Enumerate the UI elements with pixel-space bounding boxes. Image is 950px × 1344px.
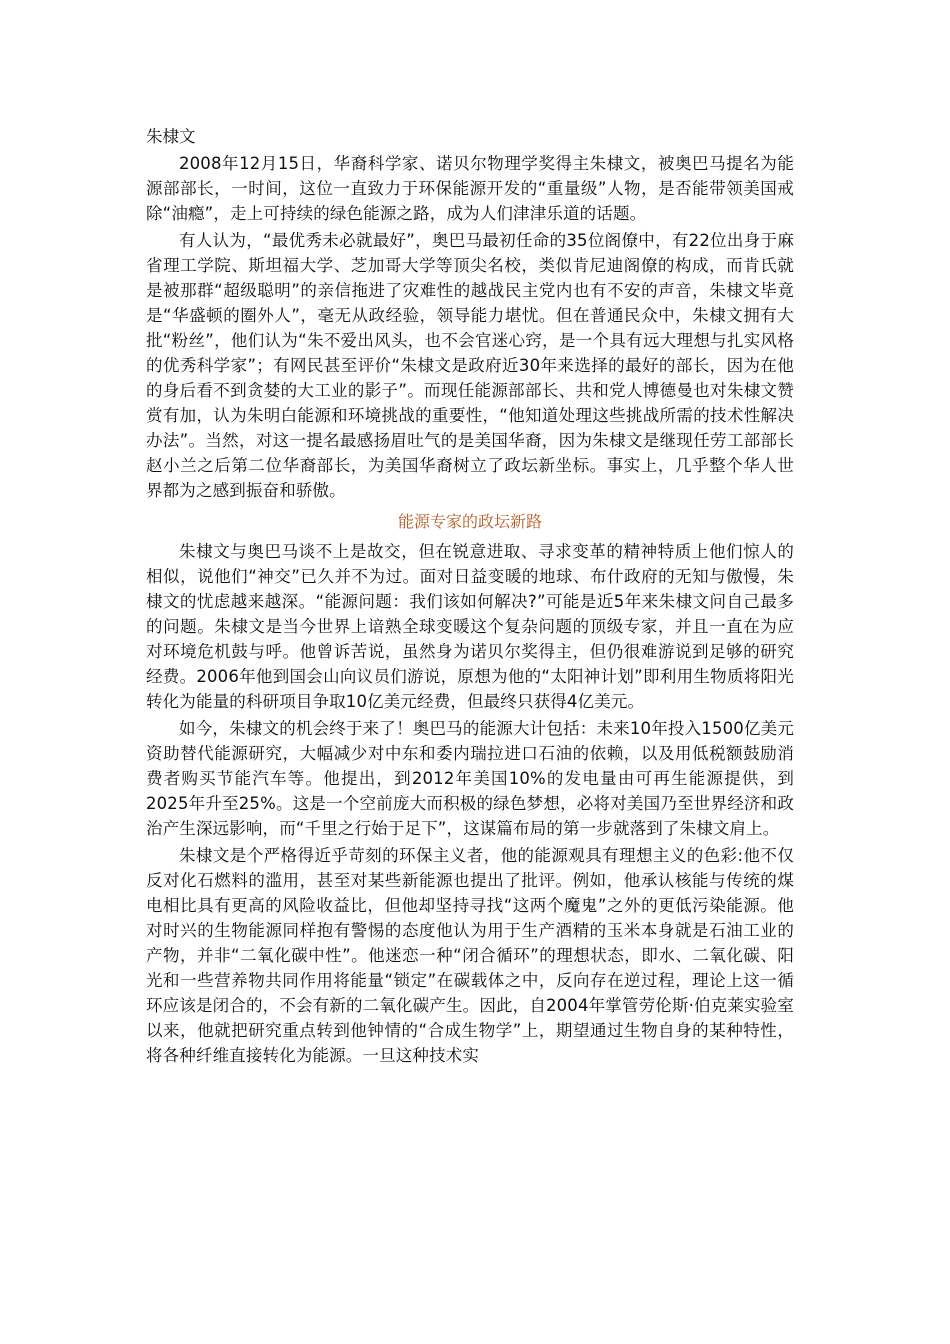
section-heading: 能源专家的政坛新路	[397, 512, 542, 531]
paragraph: 2008年12月15日，华裔科学家、诺贝尔物理学奖得主朱棣文，被奥巴马提名为能源部部长，一时间，这位一直致力于环保能源开发的“重量级”人物，是否能带领美国戒除“油瘾”，走上可持续的绿色能源之路，成为人们津津乐道的话题。	[146, 154, 794, 223]
document-title: 朱棣文	[146, 127, 196, 146]
document-page	[146, 124, 794, 1070]
paragraph: 朱棣文与奥巴马谈不上是故交，但在锐意进取、寻求变革的精神特质上他们惊人的相似，说他们“神交”已久并不为过。面对日益变暖的地球、布什政府的无知与傲慢，朱棣文的忧虑越来越深。“能源问题：我们该如何解决?”可能是近5年来朱棣文问自己最多的问题。朱棣文是当今世界上谙熟全球变暖这个复杂问题的顶级专家，并且一直在为应对环境危机鼓与呼。他曾诉苦说，虽然身为诺贝尔奖得主，但仍很难游说到足够的研究经费。2006年他到国会山向议员们游说，原想为他的“太阳神计划”即利用生物质将阳光转化为能量的科研项目争取10亿美元经费，但最终只获得4亿美元。	[146, 542, 794, 711]
paragraph: 朱棣文是个严格得近乎苛刻的环保主义者，他的能源观具有理想主义的色彩:他不仅反对化石燃料的滥用，甚至对某些新能源也提出了批评。例如，他承认核能与传统的煤电相比具有更高的风险收益比，但他却坚持寻找“这两个魔鬼”之外的更低污染能源。他对时兴的生物能源同样抱有警惕的态度他认为用于生产酒精的玉米本身就是石油工业的产物，并非“二氧化碳中性”。他迷恋一种“闭合循环”的理想状态，即水、二氧化碳、阳光和一些营养物共同作用将能量“锁定”在碳载体之中，反向存在逆过程，理论上这一循环应该是闭合的，不会有新的二氧化碳产生。因此，自2004年掌管劳伦斯·伯克莱实验室以来，他就把研究重点转到他钟情的“合成生物学”上，期望通过生物自身的某种特性，将各种纤维直接转化为能源。一旦这种技术实	[146, 846, 794, 1065]
paragraph: 有人认为，“最优秀未必就最好”，奥巴马最初任命的35位阁僚中，有22位出身于麻省理工学院、斯坦福大学、芝加哥大学等顶尖名校，类似肯尼迪阁僚的构成，而肯氏就是被那群“超级聪明”的亲信拖进了灾难性的越战民主党内也有不安的声音，朱棣文毕竟是“华盛顿的圈外人”，毫无从政经验，领导能力堪忧。但在普通民众中，朱棣文拥有大批“粉丝”，他们认为“朱不爱出风头，也不会官迷心窍，是一个具有远大理想与扎实风格的优秀科学家”；有网民甚至评价“朱棣文是政府近30年来选择的最好的部长，因为在他的身后看不到贪婪的大工业的影子”。而现任能源部部长、共和党人博德曼也对朱棣文赞赏有加，认为朱明白能源和环境挑战的重要性，“他知道处理这些挑战所需的技术性解决办法”。当然，对这一提名最感扬眉吐气的是美国华裔，因为朱棣文是继现任劳工部部长赵小兰之后第二位华裔部长，为美国华裔树立了政坛新坐标。事实上，几乎整个华人世界都为之感到振奋和骄傲。	[146, 231, 794, 500]
paragraph: 如今，朱棣文的机会终于来了！奥巴马的能源大计包括：未来10年投入1500亿美元资助替代能源研究，大幅减少对中东和委内瑞拉进口石油的依赖，以及用低税额鼓励消费者购买节能汽车等。他提出，到2012年美国10%的发电量由可再生能源提供，到2025年升至25%。这是一个空前庞大而积极的绿色梦想，必将对美国乃至世界经济和政治产生深远影响，而“千里之行始于足下”，这谋篇布局的第一步就落到了朱棣文肩上。	[146, 719, 794, 838]
